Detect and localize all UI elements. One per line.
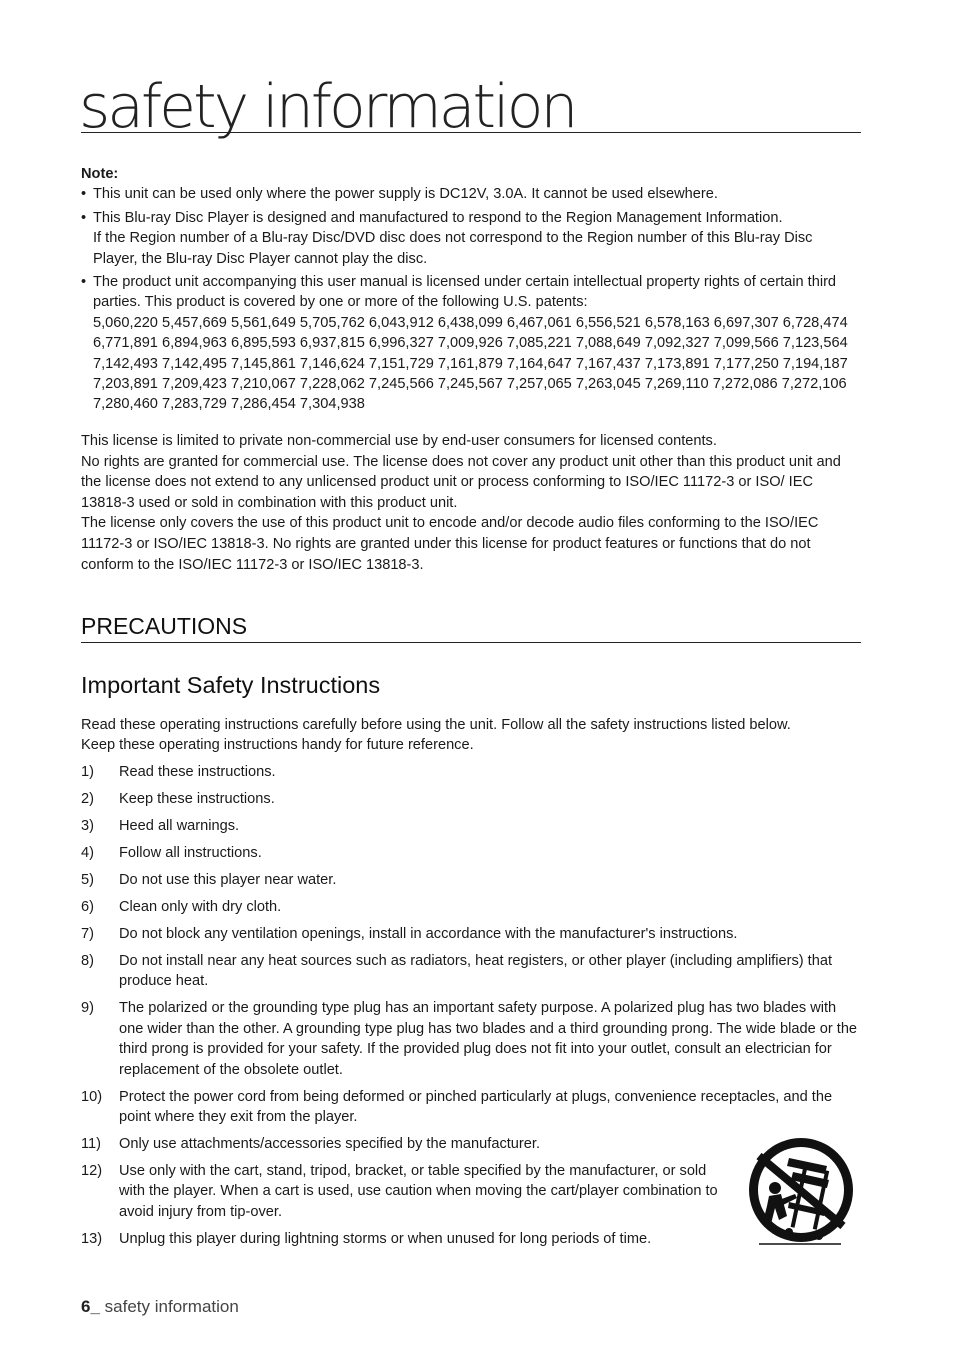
note-bullet (81, 272, 861, 415)
item-number: 8) (81, 953, 94, 969)
item-text: Do not install near any heat sources such as radiators, heat registers, or other player (including amplifiers) that produce heat. (119, 953, 833, 990)
item-text: Heed all warnings. (119, 818, 240, 834)
list-item (81, 951, 861, 992)
list-item (81, 816, 861, 836)
page-title: safety information (79, 72, 576, 142)
bullet-dot: • (81, 186, 87, 203)
list-item (81, 1134, 861, 1154)
list-item (81, 843, 861, 863)
item-text: Unplug this player during lightning storms or when unused for long periods of time. (119, 1230, 652, 1247)
item-text: Read these instructions. (119, 764, 276, 780)
note-text: This Blu-ray Disc Player is designed and manufactured to respond to the Region Management Information. (93, 209, 783, 226)
list-item (81, 789, 861, 809)
item-text: Clean only with dry cloth. (119, 899, 282, 915)
item-number: 2) (81, 791, 94, 807)
item-number: 12) (81, 1163, 103, 1180)
license-paragraph: The license only covers the use of this product unit to encode and/or decode audio files conforming to the ISO/IEC 11172-3 or ISO/IEC 13818-3. No rights are granted under this license for product features or functions that do not conform to the ISO/IEC 11172-3 or ISO/IEC 13818-3. (81, 515, 819, 573)
note-bullet (81, 184, 861, 204)
item-text: Do not block any ventilation openings, install in accordance with the manufacturer's instructions. (119, 926, 738, 942)
list-item (81, 870, 861, 890)
note-text: If the Region number of a Blu-ray Disc/DVD disc does not correspond to the Region number of this Blu-ray Disc Player, the Blu-ray Disc Player cannot play the disc. (93, 230, 813, 267)
footer-section: safety information (104, 1297, 239, 1316)
intro-line: Keep these operating instructions handy for future reference. (81, 737, 474, 754)
note-text: This unit can be used only where the power supply is DC12V, 3.0A. It cannot be used elsewhere. (93, 186, 718, 203)
item-text: Use only with the cart, stand, tripod, bracket, or table specified by the manufacturer, or sold with the player. When a cart is used, use caution when moving the cart/player combination to avoid injury from tip-over. (119, 1163, 718, 1220)
safety-instructions-heading: Important Safety Instructions (81, 672, 381, 698)
item-number: 10) (81, 1088, 103, 1105)
page-number: 6_ (81, 1297, 100, 1316)
precautions-heading: PRECAUTIONS (81, 612, 861, 643)
item-text: Keep these instructions. (119, 791, 275, 807)
license-paragraph: This license is limited to private non-commercial use by end-user consumers for licensed contents. (81, 433, 717, 449)
item-text: Only use attachments/accessories specified by the manufacturer. (119, 1136, 540, 1153)
item-number: 5) (81, 872, 94, 888)
item-number: 13) (81, 1230, 103, 1247)
item-number: 7) (81, 926, 94, 942)
patent-list: 5,060,220 5,457,669 5,561,649 5,705,762 6,043,912 6,438,099 6,467,061 6,556,521 6,578,163 6,697,307 6,728,474 6,771,891 6,894,963 6,895,593 6,937,815 6,996,327 7,009,926 7,085,221 7,088,649 7,092,327 7,099,566 7,123,564 7,142,493 7,142,495 7,145,861 7,146,624 7,151,729 7,161,879 7,164,647 7,167,437 7,173,891 7,177,250 7,194,187 7,203,891 7,209,423 7,210,067 7,228,062 7,245,566 7,245,567 7,257,065 7,263,045 7,269,110 7,272,086 7,272,106 7,280,460 7,283,729 7,286,454 7,304,938 (93, 314, 848, 413)
item-text: Protect the power cord from being deformed or pinched particularly at plugs, convenience receptacles, and the point where they exit from the player. (119, 1088, 833, 1126)
item-number: 4) (81, 845, 94, 861)
list-item (81, 762, 861, 782)
item-number: 1) (81, 764, 94, 780)
list-item (81, 924, 861, 944)
list-item (81, 1161, 719, 1222)
note-text: The product unit accompanying this user manual is licensed under certain intellectual property rights of certain third parties. This product is covered by one or more of the following U.S. patents: (93, 274, 837, 311)
note-label: Note: (81, 166, 119, 182)
item-number: 3) (81, 818, 94, 834)
list-item (81, 897, 861, 917)
item-number: 11) (81, 1136, 102, 1153)
intro-text (81, 715, 861, 756)
instructions-list (81, 762, 861, 1256)
bullet-dot: • (81, 274, 87, 291)
cart-tip-over-warning-icon (745, 1136, 857, 1248)
item-number: 9) (81, 1000, 94, 1017)
intro-line: Read these operating instructions carefully before using the unit. Follow all the safety instructions listed below. (81, 717, 791, 733)
title-rule (79, 72, 861, 142)
bullet-dot: • (81, 209, 87, 226)
license-paragraph: No rights are granted for commercial use. The license does not cover any product unit other than this product unit and the license does not extend to any unlicensed product unit or process conforming to ISO/IEC 11172-3 or ISO/ IEC 13818-3 used or sold in combination with this product unit. (81, 453, 841, 511)
license-section (81, 431, 861, 575)
note-bullet (81, 208, 861, 269)
item-text: The polarized or the grounding type plug has an important safety purpose. A polarized plug has two blades with one wider than the other. A grounding type plug has two blades and a third grounding prong. The wide blade or the third prong is provided for your safety. If the provided plug does not fit into your outlet, consult an electrician for replacement of the obsolete outlet. (119, 1000, 858, 1078)
list-item (81, 1087, 861, 1128)
item-text: Follow all instructions. (119, 845, 262, 861)
item-number: 6) (81, 899, 94, 915)
item-text: Do not use this player near water. (119, 872, 337, 888)
list-item (81, 998, 861, 1080)
page-footer (81, 1296, 239, 1318)
note-section (81, 164, 861, 418)
list-item (81, 1229, 861, 1249)
